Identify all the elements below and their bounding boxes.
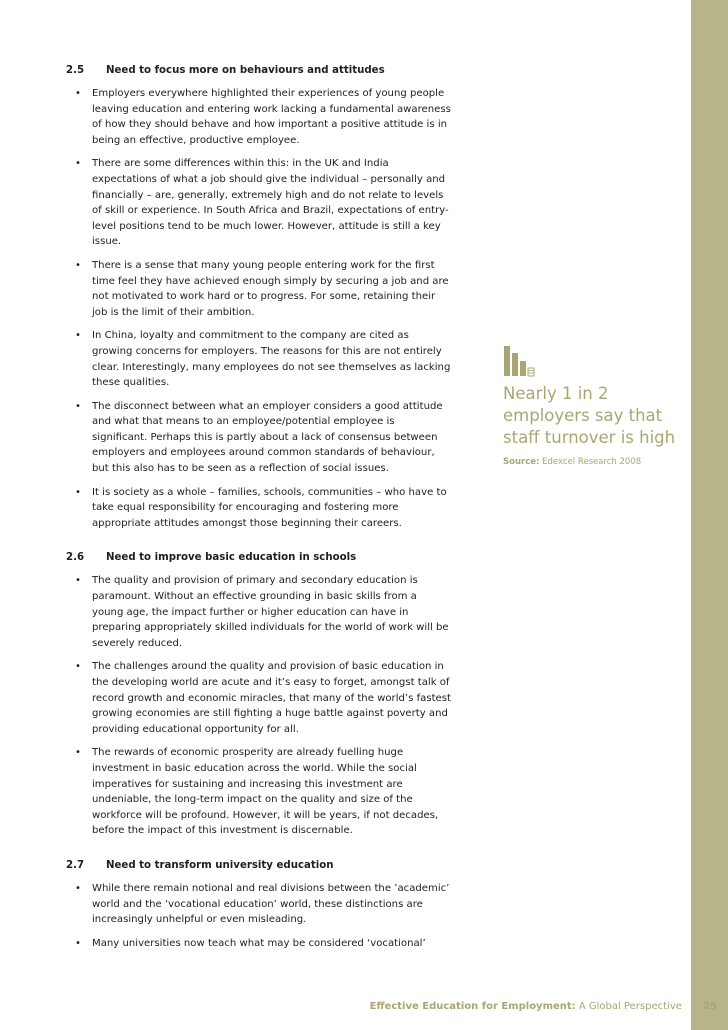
section-title: Need to transform university education: [106, 859, 334, 871]
bullet-item: [66, 659, 451, 737]
bullet-item: [66, 328, 451, 390]
bullet-text: The quality and provision of primary and secondary education is paramount. Without an effective grounding in basic skills from a young age, the impact further or higher education can have in preparing appropriately skilled individuals for the world of work will be severely reduced.: [92, 575, 449, 649]
bullet-item: [66, 86, 451, 148]
page-number: 25: [703, 1001, 717, 1012]
callout-source: [503, 457, 683, 467]
bullet-dot-icon: •: [75, 400, 81, 412]
bar-chart-icon: [503, 345, 535, 377]
section-heading: [66, 64, 451, 78]
bullet-list: [66, 881, 451, 951]
bullet-dot-icon: •: [75, 937, 81, 949]
bullet-text: There is a sense that many young people entering work for the first time feel they have achieved enough simply by securing a job and are not motivated to work hard or to progress. For some, retaining their job is the limit of their ambition.: [92, 259, 449, 318]
section-number: 2.6: [66, 552, 85, 564]
bullet-dot-icon: •: [75, 661, 81, 673]
bullet-list: [66, 86, 451, 531]
bullet-text: In China, loyalty and commitment to the company are cited as growing concerns for employers. The reasons for this are not entirely clear. Interestingly, many employees do not see themselves as lacking these qualities.: [92, 330, 451, 389]
section-2-7: [66, 859, 451, 951]
source-text: Edexcel Research 2008: [542, 457, 642, 467]
bullet-text: The rewards of economic prosperity are already fuelling huge investment in basic education across the world. While the social imperatives for sustaining and increasing this investment are undeniable, the long-term impact on the quality and size of the workforce will be profound. However, it will be years, if not decades, before the impact of this investment is discernable.: [92, 747, 439, 837]
section-title: Need to focus more on behaviours and attitudes: [106, 65, 385, 76]
bullet-dot-icon: •: [75, 747, 81, 759]
bullet-text: The disconnect between what an employer considers a good attitude and what that means to an employee/potential employee is significant. Perhaps this is partly about a lack of consensus between employers and employees around common standards of behaviour, but this also has to be seen as a reflection of social issues.: [92, 400, 443, 475]
bullet-item: [66, 881, 451, 928]
bullet-text: Employers everywhere highlighted their experiences of young people leaving education and entering work lacking a fundamental awareness of how they should behave and how important a positive attitude is in being an effective, productive employee.: [92, 88, 451, 146]
source-label: Source:: [503, 457, 540, 467]
section-number: 2.7: [66, 859, 85, 871]
section-title: Need to improve basic education in schools: [106, 552, 357, 564]
footer-title-rest: A Global Perspective: [578, 1001, 682, 1012]
bullet-item: [66, 258, 451, 320]
bullet-text: While there remain notional and real divisions between the ’academic’ world and the ‘vocational education’ world, these distinctions are increasingly unhelpful or even misleading.: [92, 882, 450, 926]
bullet-item: [66, 573, 451, 651]
bullet-text: There are some differences within this: in the UK and India expectations of what a job should give the individual – personally and financially – are, generally, extremely high and do not relate to levels of skill or experience. In South Africa and Brazil, expectations of entry-level positions tend to be much lower. However, attitude is still a key issue.: [92, 158, 449, 248]
bullet-item: [66, 745, 451, 839]
bullet-dot-icon: •: [75, 330, 81, 342]
side-accent-bar: [691, 0, 728, 1030]
statistic-callout: [503, 345, 683, 467]
section-number: 2.5: [66, 65, 85, 76]
section-2-5: [66, 64, 451, 531]
bullet-list: [66, 573, 451, 839]
bullet-item: [66, 399, 451, 477]
bullet-text: It is society as a whole – families, schools, communities – who have to take equal responsibility for encouraging and fostering more appropriate attitudes amongst those beginning their careers.: [92, 486, 447, 529]
bullet-text: The challenges around the quality and provision of basic education in the developing world are acute and it’s easy to forget, amongst talk of record growth and economic miracles, that many of the world’s fastest growing economies are still fighting a huge battle against poverty and providing educational opportunity for all.: [92, 661, 451, 735]
bullet-item: [66, 156, 451, 250]
bullet-dot-icon: •: [75, 259, 81, 271]
callout-quote: Nearly 1 in 2 employers say that staff turnover is high: [503, 384, 676, 447]
bullet-item: [66, 485, 451, 532]
bullet-dot-icon: •: [75, 486, 81, 498]
section-heading: [66, 859, 451, 873]
bullet-dot-icon: •: [75, 158, 81, 170]
main-content: [66, 64, 451, 971]
bullet-text: Many universities now teach what may be considered ‘vocational’: [92, 937, 426, 949]
section-heading: [66, 551, 451, 565]
bullet-dot-icon: •: [75, 575, 81, 587]
bullet-dot-icon: •: [75, 882, 81, 894]
footer-title-strong: Effective Education for Employment:: [369, 1001, 576, 1012]
bullet-item: [66, 936, 451, 952]
page-footer: [370, 1001, 717, 1012]
section-2-6: [66, 551, 451, 839]
bullet-dot-icon: •: [75, 88, 81, 99]
